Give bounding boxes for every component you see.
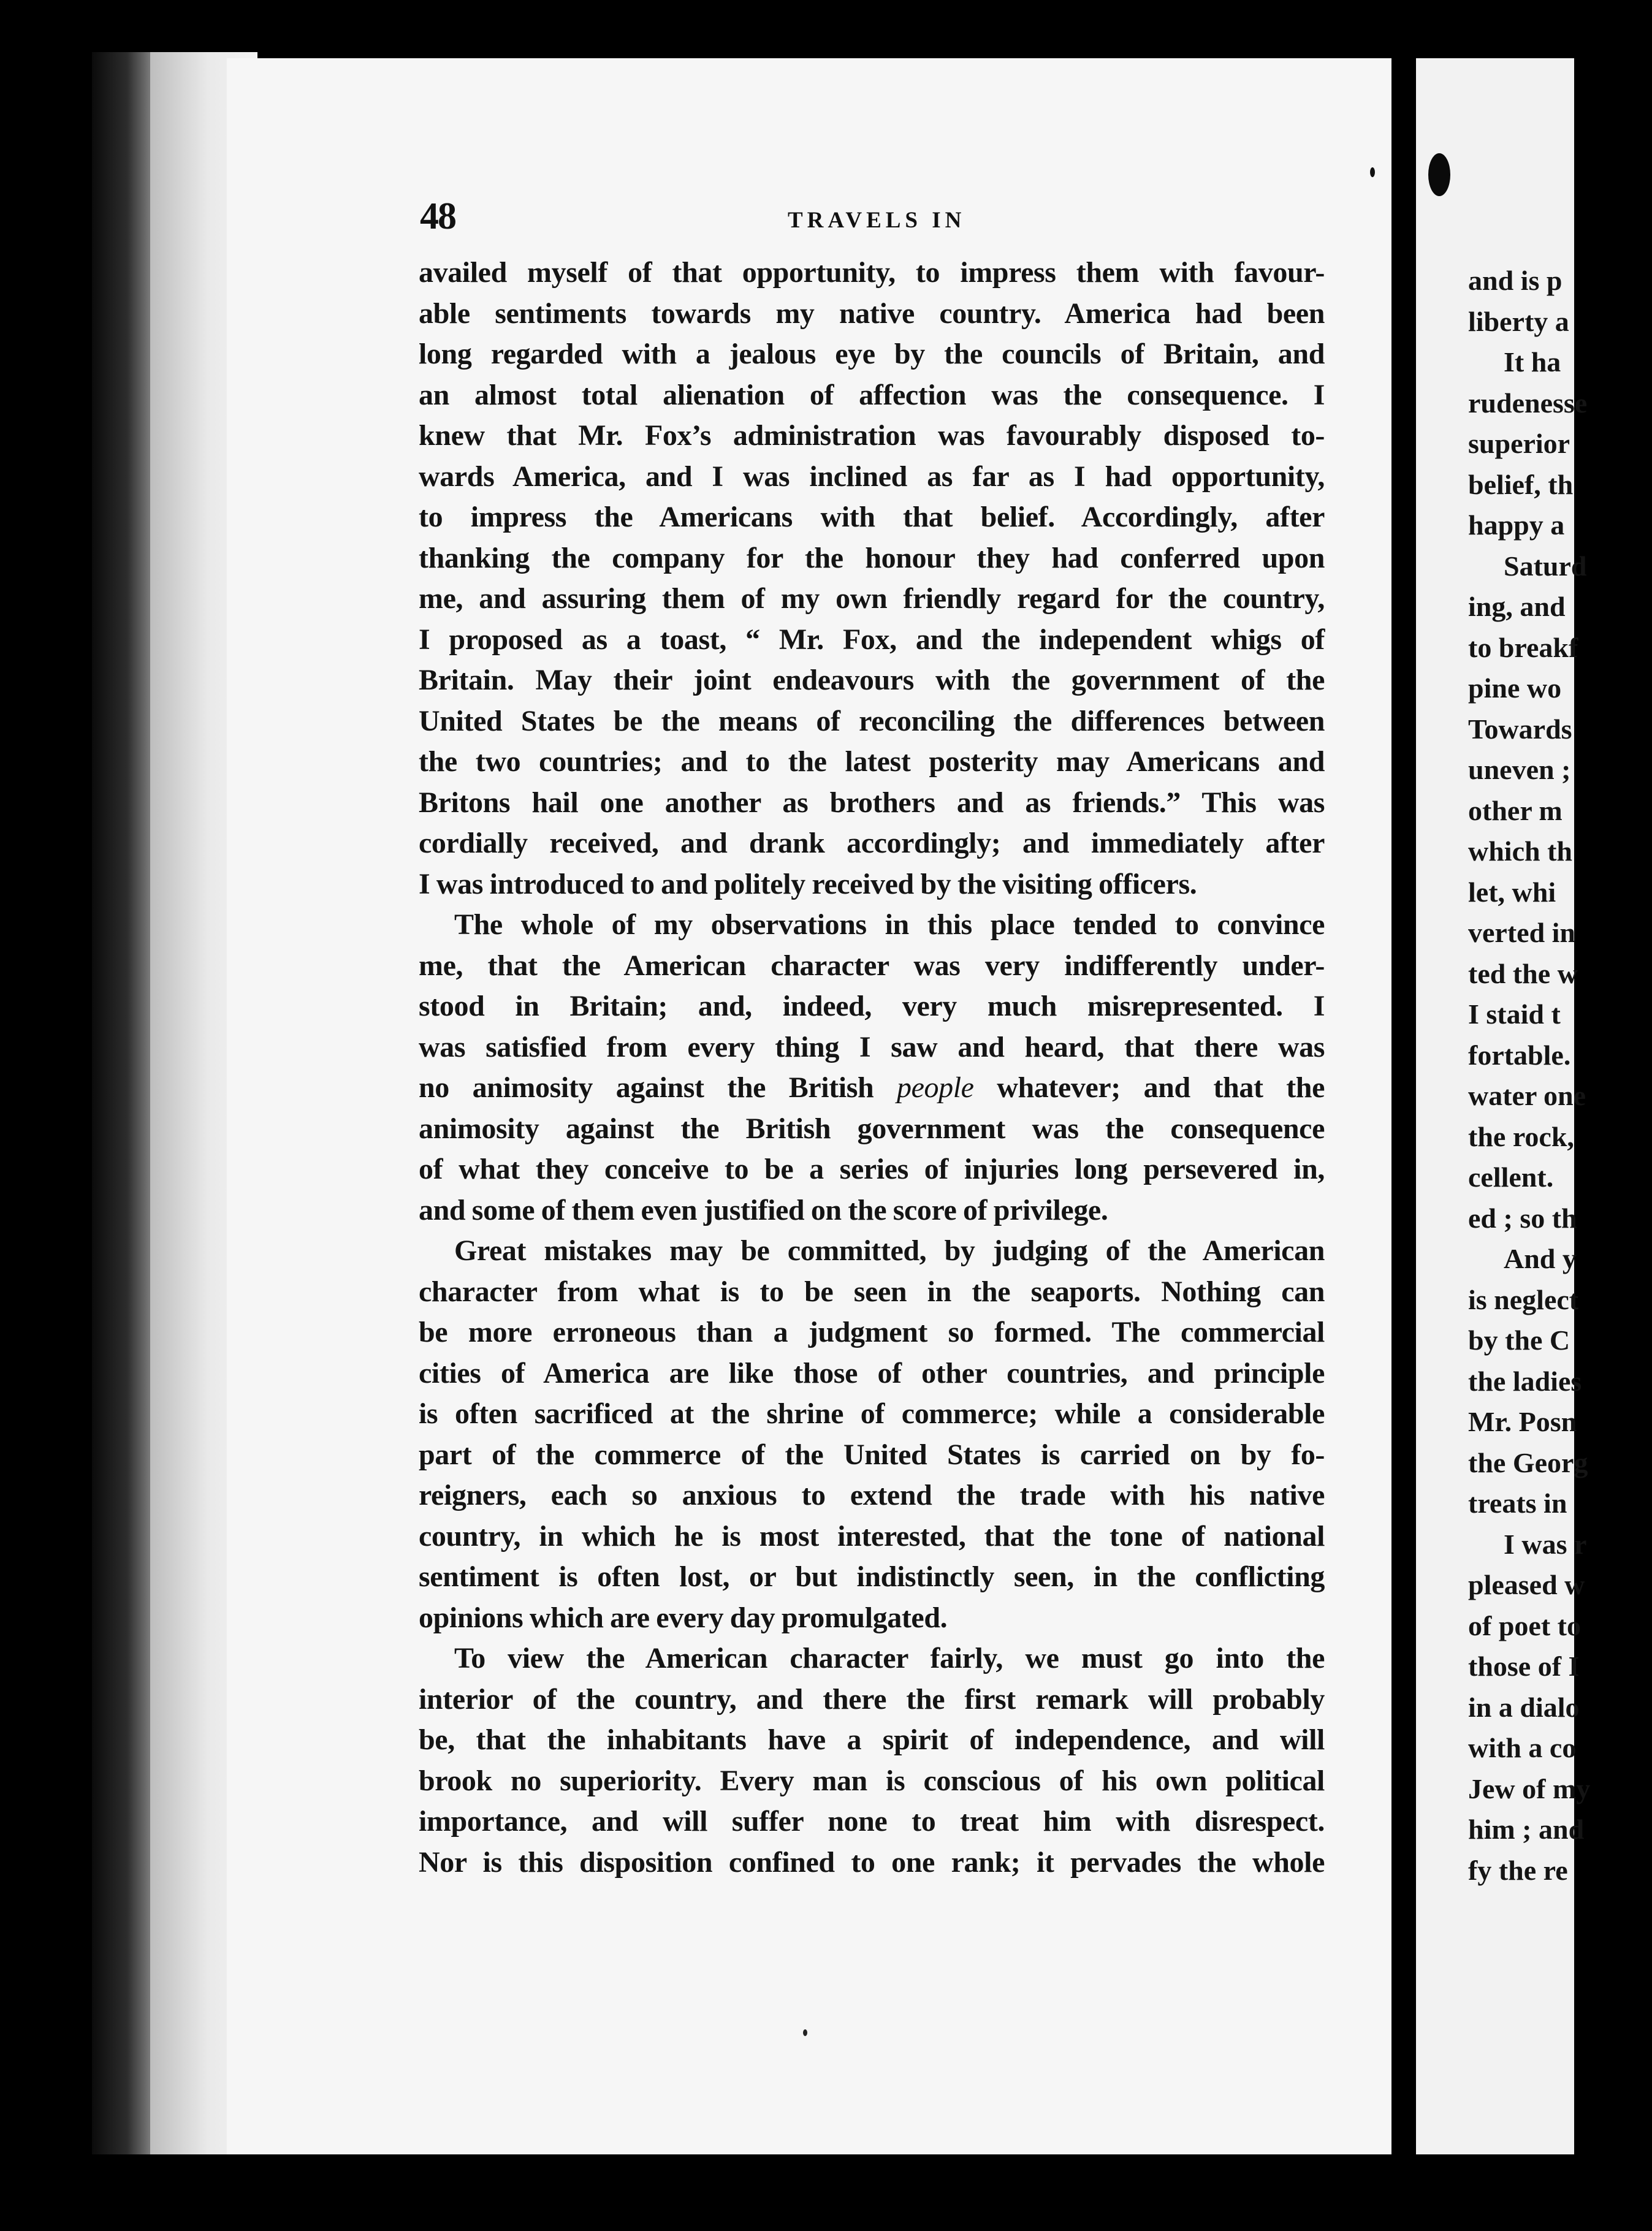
text-line: to impress the Americans with that belief. Accordingly, after [419, 501, 1325, 533]
text-line: thanking the company for the honour they had conferred upon [419, 541, 1325, 574]
text-line: able sentiments towards my native country. America had been [419, 297, 1325, 330]
facing-page-line: ed ; so th [1468, 1202, 1577, 1234]
facing-page-line: water one [1468, 1080, 1586, 1111]
facing-page-line: liberty a [1468, 305, 1569, 337]
book-spine-shadow [92, 52, 150, 2154]
text-line: cities of America are like those of other countries, and principle [419, 1356, 1325, 1389]
facing-page-blemish [1428, 153, 1450, 196]
facing-page-line: belief, th [1468, 468, 1574, 500]
text-fragment: whatever; and that the [997, 1071, 1325, 1104]
text-line: the two countries; and to the latest posterity may Americans and [419, 745, 1325, 778]
text-line: character from what is to be seen in the seaports. Nothing can [419, 1275, 1325, 1308]
text-line: country, in which he is most interested, that the tone of national [419, 1519, 1325, 1553]
text-line: To view the American character fairly, we must go into the [454, 1642, 1325, 1674]
facing-page-line: of poet to [1468, 1610, 1581, 1641]
facing-page-text [1468, 260, 1652, 1891]
facing-page-line: superior [1468, 428, 1570, 459]
text-line: animosity against the British government was the consequence [419, 1112, 1325, 1145]
facing-page-line: other m [1468, 794, 1563, 826]
text-line: reigners, each so anxious to extend the trade with his native [419, 1479, 1325, 1511]
text-fragment: no animosity against the British [419, 1071, 874, 1104]
text-line: Great mistakes may be committed, by judging of the American [454, 1234, 1325, 1267]
text-line: an almost total alienation of affection was the consequence. I [419, 378, 1325, 411]
text-line: Nor is this disposition confined to one rank; it pervades the whole [419, 1845, 1325, 1879]
facing-page-line: pleased w [1468, 1569, 1585, 1600]
facing-page-line: by the C [1468, 1325, 1570, 1356]
text-line: wards America, and I was inclined as far as I had opportunity, [419, 460, 1325, 493]
page-blemish [1370, 167, 1375, 177]
facing-page-line: ing, and [1468, 591, 1566, 622]
text-line: be more erroneous than a judgment so formed. The commercial [419, 1316, 1325, 1348]
italic-word: people [897, 1071, 974, 1104]
facing-page-line: the ladies [1468, 1365, 1582, 1397]
text-line: is often sacrificed at the shrine of commerce; while a considerable [419, 1397, 1325, 1430]
facing-page-line: cellent. [1468, 1161, 1554, 1193]
text-line: I was introduced to and politely received by the visiting officers. [419, 867, 1197, 900]
text-line: I proposed as a toast, “ Mr. Fox, and the independent whigs of [419, 623, 1325, 656]
facing-page-line: pine wo [1468, 672, 1562, 704]
facing-page-line: Saturd [1504, 550, 1587, 582]
facing-page-line: and is p [1468, 265, 1563, 296]
book-gutter [1391, 0, 1416, 2231]
facing-page-line: those of I [1468, 1651, 1580, 1682]
text-line: The whole of my observations in this place tended to convince [454, 908, 1325, 941]
page-number: 48 [420, 196, 455, 237]
facing-page-line: to breakf [1468, 631, 1578, 663]
text-line: Britain. May their joint endeavours with the government of the [419, 664, 1325, 696]
facing-page-line: fortable. [1468, 1039, 1571, 1071]
text-line: long regarded with a jealous eye by the councils of Britain, and [419, 338, 1325, 370]
text-line: United States be the means of reconciling the differences between [419, 704, 1325, 737]
text-line: stood in Britain; and, indeed, very much misrepresented. I [419, 990, 1325, 1022]
facing-page-line: the Georg [1468, 1446, 1588, 1478]
facing-page-line: It ha [1504, 346, 1561, 378]
facing-page [1416, 58, 1591, 2154]
facing-page-line: in a dialo [1468, 1691, 1580, 1723]
facing-page-line: And y [1504, 1243, 1577, 1274]
facing-page-line: fy the re [1468, 1854, 1568, 1886]
text-line: brook no superiority. Every man is conscious of his own political [419, 1764, 1325, 1797]
facing-page-line: Jew of my [1468, 1773, 1591, 1804]
facing-page-line: verted in [1468, 917, 1576, 948]
facing-page-line: with a co [1468, 1732, 1577, 1763]
text-line: opinions which are every day promulgated. [419, 1601, 948, 1634]
facing-page-line: rudenesse [1468, 387, 1588, 419]
text-line: sentiment is often lost, or but indistinctly seen, in the conflicting [419, 1560, 1325, 1593]
facing-page-line: treats in [1468, 1488, 1567, 1519]
facing-page-line: I staid t [1468, 998, 1561, 1030]
text-line: part of the commerce of the United States is carried on by fo- [419, 1438, 1325, 1471]
text-line: be, that the inhabitants have a spirit of independence, and will [419, 1724, 1325, 1756]
facing-page-line: him ; and [1468, 1814, 1585, 1845]
text-line: Britons hail one another as brothers and as friends.” This was [419, 786, 1325, 819]
body-text [419, 253, 1325, 1883]
text-line: was satisfied from every thing I saw and heard, that there was [419, 1030, 1325, 1063]
text-line: cordially received, and drank accordingly; and immediately after [419, 827, 1325, 859]
text-line: and some of them even justified on the score of privilege. [419, 1193, 1108, 1226]
facing-page-line: let, whi [1468, 876, 1556, 908]
facing-page-line: the rock, [1468, 1120, 1574, 1152]
facing-page-line: which th [1468, 835, 1572, 867]
text-line: of what they conceive to be a series of injuries long persevered in, [419, 1153, 1325, 1185]
facing-page-line: Mr. Posn [1468, 1406, 1577, 1437]
text-line: interior of the country, and there the first remark will probably [419, 1682, 1325, 1716]
facing-page-line: happy a [1468, 509, 1565, 541]
facing-page-line: ted the w [1468, 957, 1578, 989]
text-line: me, and assuring them of my own friendly regard for the country, [419, 582, 1325, 615]
running-head: TRAVELS IN [788, 208, 966, 233]
text-line: me, that the American character was very indifferently under- [419, 949, 1325, 982]
facing-page-line: uneven ; [1468, 754, 1571, 785]
text-line: knew that Mr. Fox’s administration was favourably disposed to- [419, 419, 1325, 452]
text-line: availed myself of that opportunity, to impress them with favour- [419, 256, 1325, 289]
text-line-with-italic [419, 1068, 1325, 1109]
page-mark [803, 2029, 807, 2036]
facing-page-line: is neglect [1468, 1283, 1579, 1315]
facing-page-line: I was r [1504, 1528, 1587, 1560]
text-line: importance, and will suffer none to treat him with disrespect. [419, 1805, 1325, 1838]
facing-page-line: Towards [1468, 713, 1572, 745]
